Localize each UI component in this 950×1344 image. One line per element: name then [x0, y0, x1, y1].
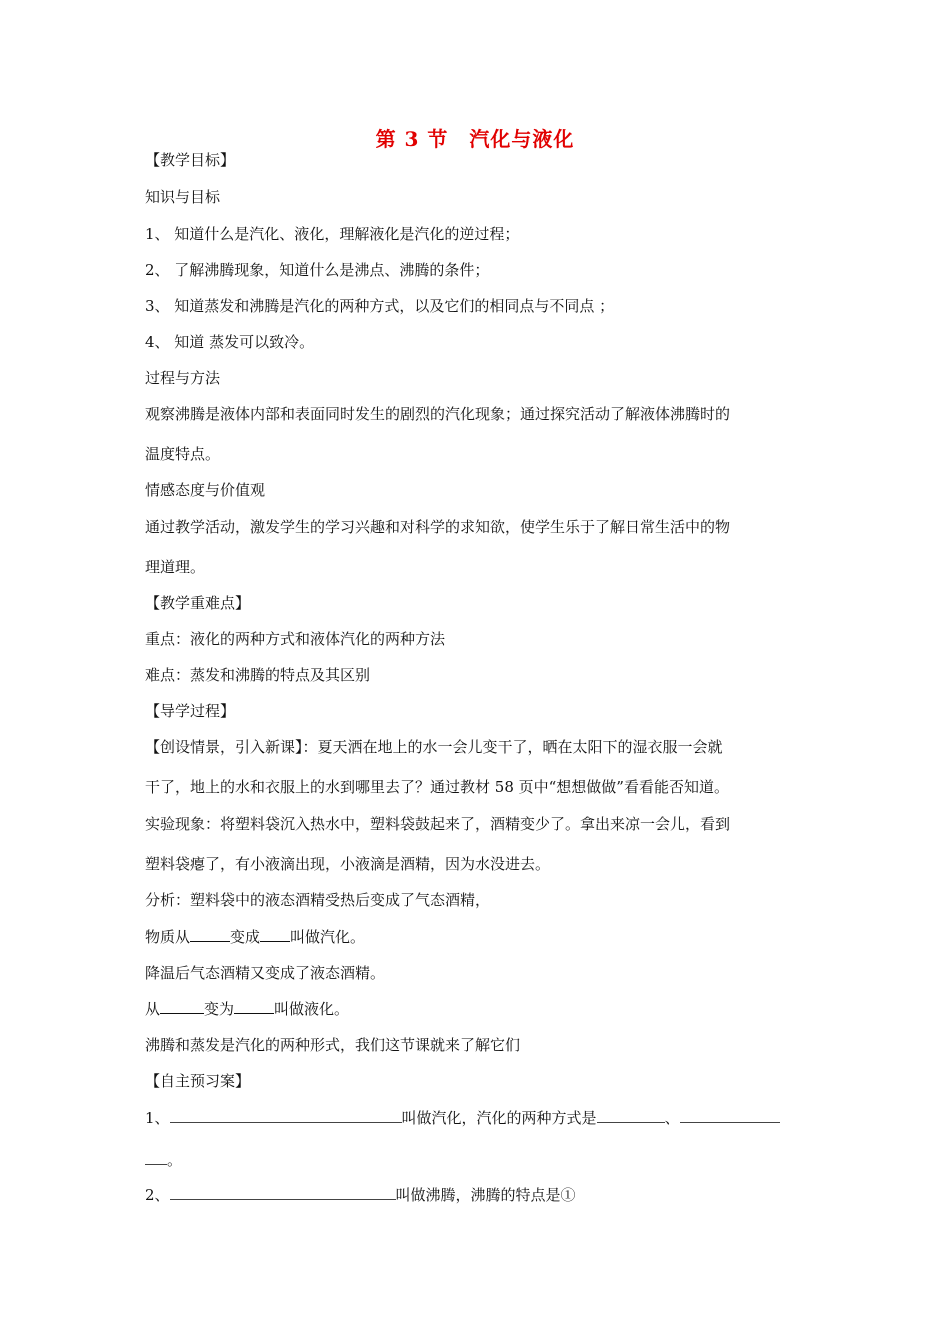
fill-text: 2、 [145, 1186, 170, 1204]
experiment-text: 实验现象：将塑料袋沉入热水中，塑料袋鼓起来了，酒精变少了。拿出来凉一会儿，看到 [145, 815, 731, 833]
section-heading-process: 【导学过程】 [145, 702, 236, 720]
answer-blank[interactable] [160, 999, 204, 1014]
subheading-process: 过程与方法 [145, 369, 221, 387]
attitude-text-cont: 理道理。 [145, 558, 206, 576]
fill-text: 。 [167, 1151, 183, 1169]
analysis-text: 分析：塑料袋中的液态酒精受热后变成了气态酒精， [145, 891, 491, 909]
key-point: 重点：液化的两种方式和液体汽化的两种方法 [145, 630, 446, 648]
preview-question-2 [145, 1185, 815, 1205]
intro-text: 【创设情景，引入新课】：夏天洒在地上的水一会儿变干了，晒在太阳下的湿衣服一会就 [145, 738, 723, 756]
answer-blank[interactable] [145, 1150, 167, 1165]
goal-item-1: 1、 知道什么是汽化、液化，理解液化是汽化的逆过程； [145, 225, 520, 243]
goal-item-4: 4、 知道 蒸发可以致冷。 [145, 333, 315, 351]
attitude-text: 通过教学活动，激发学生的学习兴趣和对科学的求知欲，使学生乐于了解日常生活中的物 [145, 518, 731, 536]
subheading-knowledge: 知识与目标 [145, 188, 221, 206]
fill-in-vaporization [145, 927, 815, 947]
answer-blank[interactable] [680, 1108, 780, 1123]
preview-question-1 [145, 1108, 815, 1128]
fill-text: 变为 [204, 1000, 235, 1018]
answer-blank[interactable] [234, 999, 274, 1014]
goal-item-3: 3、 知道蒸发和沸腾是汽化的两种方式，以及它们的相同点与不同点 ； [145, 297, 615, 315]
fill-text: 变成 [230, 928, 261, 946]
process-text: 观察沸腾是液体内部和表面同时发生的剧烈的汽化现象；通过探究活动了解液体沸腾时的 [145, 405, 731, 423]
answer-blank[interactable] [170, 1108, 402, 1123]
fill-text: 从 [145, 1000, 161, 1018]
difficult-point: 难点：蒸发和沸腾的特点及其区别 [145, 666, 371, 684]
subheading-attitude: 情感态度与价值观 [145, 481, 266, 499]
fill-in-liquefaction [145, 999, 815, 1019]
summary-text: 沸腾和蒸发是汽化的两种形式，我们这节课就来了解它们 [145, 1036, 521, 1054]
goal-item-2: 2、 了解沸腾现象，知道什么是沸点、沸腾的条件； [145, 261, 490, 279]
document-title: 第 3 节 汽化与液化 [375, 127, 575, 151]
answer-blank[interactable] [170, 1185, 396, 1200]
fill-text: 叫做汽化。 [290, 928, 366, 946]
section-heading-preview: 【自主预习案】 [145, 1072, 251, 1090]
cooling-text: 降温后气态酒精又变成了液态酒精。 [145, 964, 386, 982]
fill-text: 物质从 [145, 928, 191, 946]
experiment-text-cont: 塑料袋瘪了，有小液滴出现，小液滴是酒精，因为水没进去。 [145, 855, 551, 873]
answer-blank[interactable] [190, 927, 230, 942]
answer-blank[interactable] [597, 1108, 665, 1123]
fill-text: 叫做汽化，汽化的两种方式是 [401, 1109, 597, 1127]
section-heading-teaching-goals: 【教学目标】 [145, 151, 236, 169]
intro-text-cont: 干了，地上的水和衣服上的水到哪里去了？通过教材 58 页中“想想做做”看看能否知道。 [145, 778, 729, 796]
fill-text: 叫做液化。 [274, 1000, 350, 1018]
preview-question-1-cont [145, 1150, 815, 1170]
section-heading-key-points: 【教学重难点】 [145, 594, 251, 612]
fill-text: 、 [664, 1109, 680, 1127]
fill-text: 叫做沸腾，沸腾的特点是① [395, 1186, 576, 1204]
process-text-cont: 温度特点。 [145, 445, 221, 463]
answer-blank[interactable] [260, 927, 290, 942]
fill-text: 1、 [145, 1109, 170, 1127]
